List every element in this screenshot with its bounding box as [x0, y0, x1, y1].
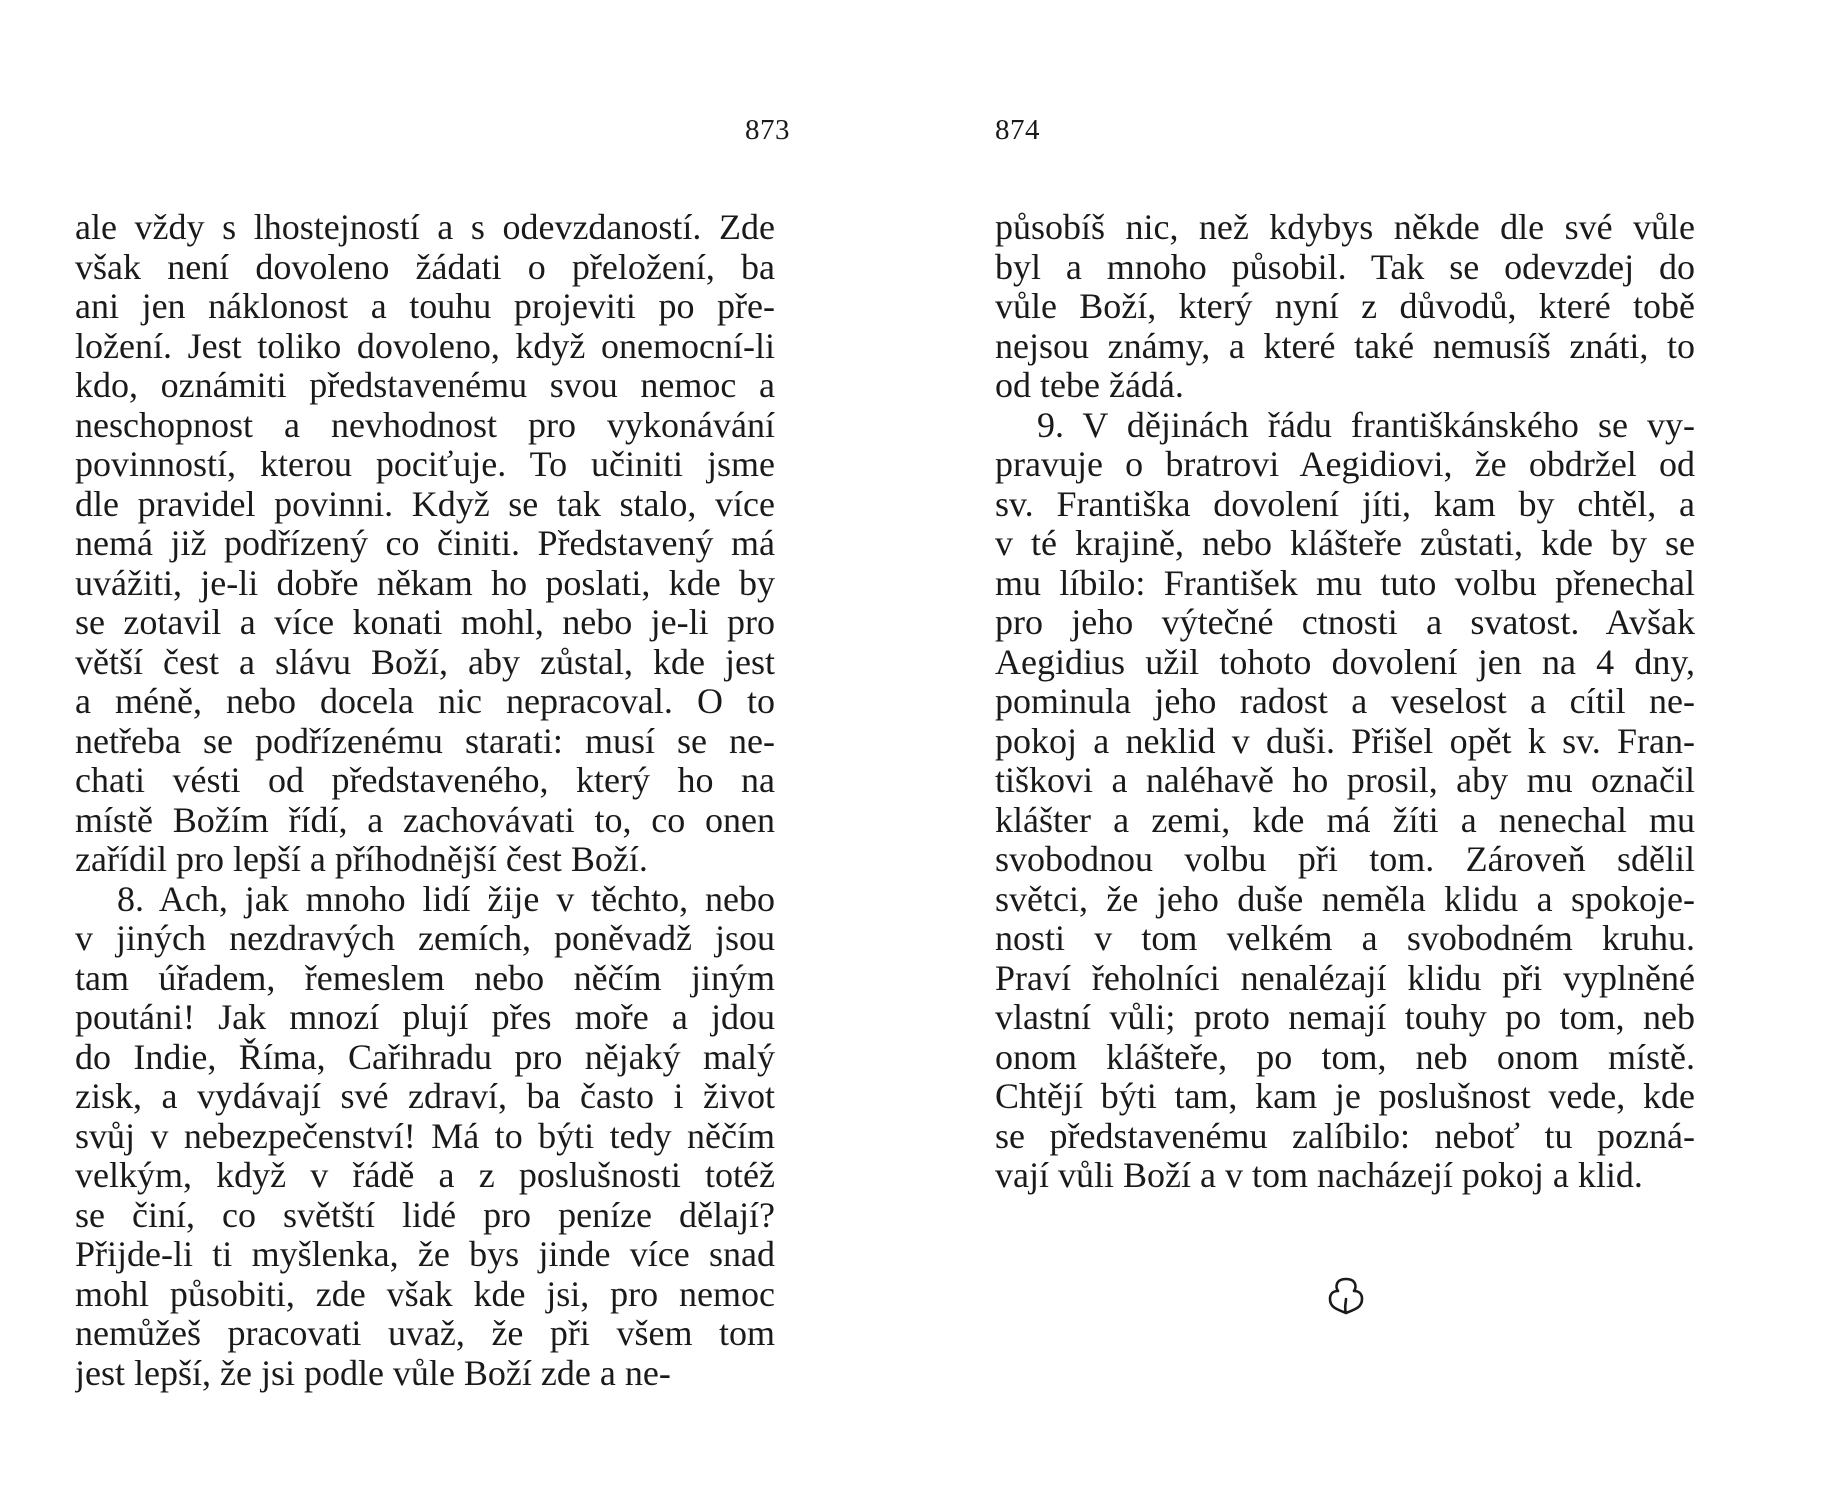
text-line: jest lepší, že jsi podle vůle Boží zde a ne- — [75, 1353, 671, 1393]
text-line: místě Božím řídí, a zachovávati to, co onen — [75, 800, 775, 840]
text-line: vůle Boží, který nyní z důvodů, které tobě — [995, 287, 1695, 326]
trefoil-ornament-icon — [1322, 1273, 1370, 1317]
text-line: vají vůli Boží a v tom nacházejí pokoj a klid. — [995, 1156, 1643, 1195]
text-line: ale vždy s lhostejností a s odevzdaností. Zde — [75, 208, 775, 247]
text-line: 8. Ach, jak mnoho lidí žije v těchto, nebo — [117, 879, 775, 919]
text-line: ani jen náklonost a touhu projeviti po pře- — [75, 287, 775, 326]
text-line: Aegidius užil tohoto dovolení jen na 4 dny, — [995, 642, 1695, 682]
left-page — [75, 0, 790, 1500]
text-line: pravuje o bratrovi Aegidiovi, že obdržel od — [995, 445, 1695, 484]
text-line: Praví řeholníci nenalézají klidu při vyplněné — [995, 958, 1695, 998]
text-line: se zotavil a více konati mohl, nebo je-li pro — [75, 603, 775, 642]
text-line: nejsou známy, a které také nemusíš znáti, to — [995, 326, 1695, 366]
text-line: tiškovi a naléhavě ho prosil, aby mu označil — [995, 761, 1695, 800]
text-line: uvážiti, je-li dobře někam ho poslati, kde by — [75, 563, 775, 603]
text-line: nemůžeš pracovati uvaž, že při všem tom — [75, 1314, 775, 1353]
text-line: Přijde-li ti myšlenka, že bys jinde více snad — [75, 1235, 775, 1274]
text-line: však není dovoleno žádati o přeložení, ba — [75, 247, 775, 287]
text-line: Chtějí býti tam, kam je poslušnost vede, kde — [995, 1077, 1695, 1116]
text-line: poutáni! Jak mnozí plují přes moře a jdou — [75, 998, 775, 1037]
text-line: působíš nic, než kdybys někde dle své vůle — [995, 208, 1695, 247]
left-page-number: 873 — [745, 114, 790, 146]
text-line: pokoj a neklid v duši. Přišel opět k sv. Fran- — [995, 721, 1695, 761]
text-line: v jiných nezdravých zemích, poněvadž jsou — [75, 919, 775, 958]
text-line: tam úřadem, řemeslem nebo něčím jiným — [75, 958, 775, 998]
text-line: mu líbilo: František mu tuto volbu přenechal — [995, 563, 1695, 603]
text-line: nosti v tom velkém a svobodném kruhu. — [995, 919, 1695, 958]
text-line: pro jeho výtečné ctnosti a svatost. Avšak — [995, 603, 1695, 642]
text-line: klášter a zemi, kde má žíti a nenechal mu — [995, 800, 1695, 840]
text-line: 9. V dějinách řádu františkánského se vy- — [1037, 405, 1695, 445]
text-line: a méně, nebo docela nic nepracoval. O to — [75, 682, 775, 721]
text-line: zařídil pro lepší a příhodnější čest Boží. — [75, 840, 648, 879]
text-line: vlastní vůli; proto nemají touhy po tom, neb — [995, 998, 1695, 1037]
text-line: svůj v nebezpečenství! Má to býti tedy něčím — [75, 1116, 775, 1156]
text-line: se představenému zalíbilo: neboť tu pozná- — [995, 1116, 1695, 1156]
text-line: nemá již podřízený co činiti. Představený má — [75, 524, 775, 563]
text-line: se činí, co světští lidé pro peníze dělají? — [75, 1195, 775, 1235]
text-line: v té krajině, nebo klášteře zůstati, kde by se — [995, 524, 1695, 563]
text-line: mohl působiti, zde však kde jsi, pro nemoc — [75, 1274, 775, 1314]
text-line: sv. Františka dovolení jíti, kam by chtěl, a — [995, 484, 1695, 524]
right-page-text — [995, 208, 1695, 1196]
text-line: od tebe žádá. — [995, 366, 1184, 405]
text-line: onom klášteře, po tom, neb onom místě. — [995, 1037, 1695, 1077]
text-line: pominula jeho radost a veselost a cítil ne- — [995, 682, 1695, 721]
text-line: netřeba se podřízenému starati: musí se ne- — [75, 721, 775, 761]
text-line: velkým, když v řádě a z poslušnosti totéž — [75, 1156, 775, 1195]
text-line: světci, že jeho duše neměla klidu a spokoje- — [995, 879, 1695, 919]
text-line: chati vésti od představeného, který ho na — [75, 761, 775, 800]
text-line: neschopnost a nevhodnost pro vykonávání — [75, 405, 775, 445]
text-line: kdo, oznámiti představenému svou nemoc a — [75, 366, 775, 405]
text-line: byl a mnoho působil. Tak se odevzdej do — [995, 247, 1695, 287]
text-line: svobodnou volbu při tom. Zároveň sdělil — [995, 840, 1695, 879]
left-page-text — [75, 208, 775, 1393]
text-line: ložení. Jest toliko dovoleno, když onemocní-li — [75, 326, 775, 366]
text-line: dle pravidel povinni. Když se tak stalo, více — [75, 484, 775, 524]
right-page-number: 874 — [995, 114, 1040, 146]
text-line: do Indie, Říma, Cařihradu pro nějaký malý — [75, 1037, 775, 1077]
text-line: větší čest a slávu Boží, aby zůstal, kde jest — [75, 642, 775, 682]
text-line: povinností, kterou pociťuje. To učiniti jsme — [75, 445, 775, 484]
text-line: zisk, a vydávají své zdraví, ba často i život — [75, 1077, 775, 1116]
